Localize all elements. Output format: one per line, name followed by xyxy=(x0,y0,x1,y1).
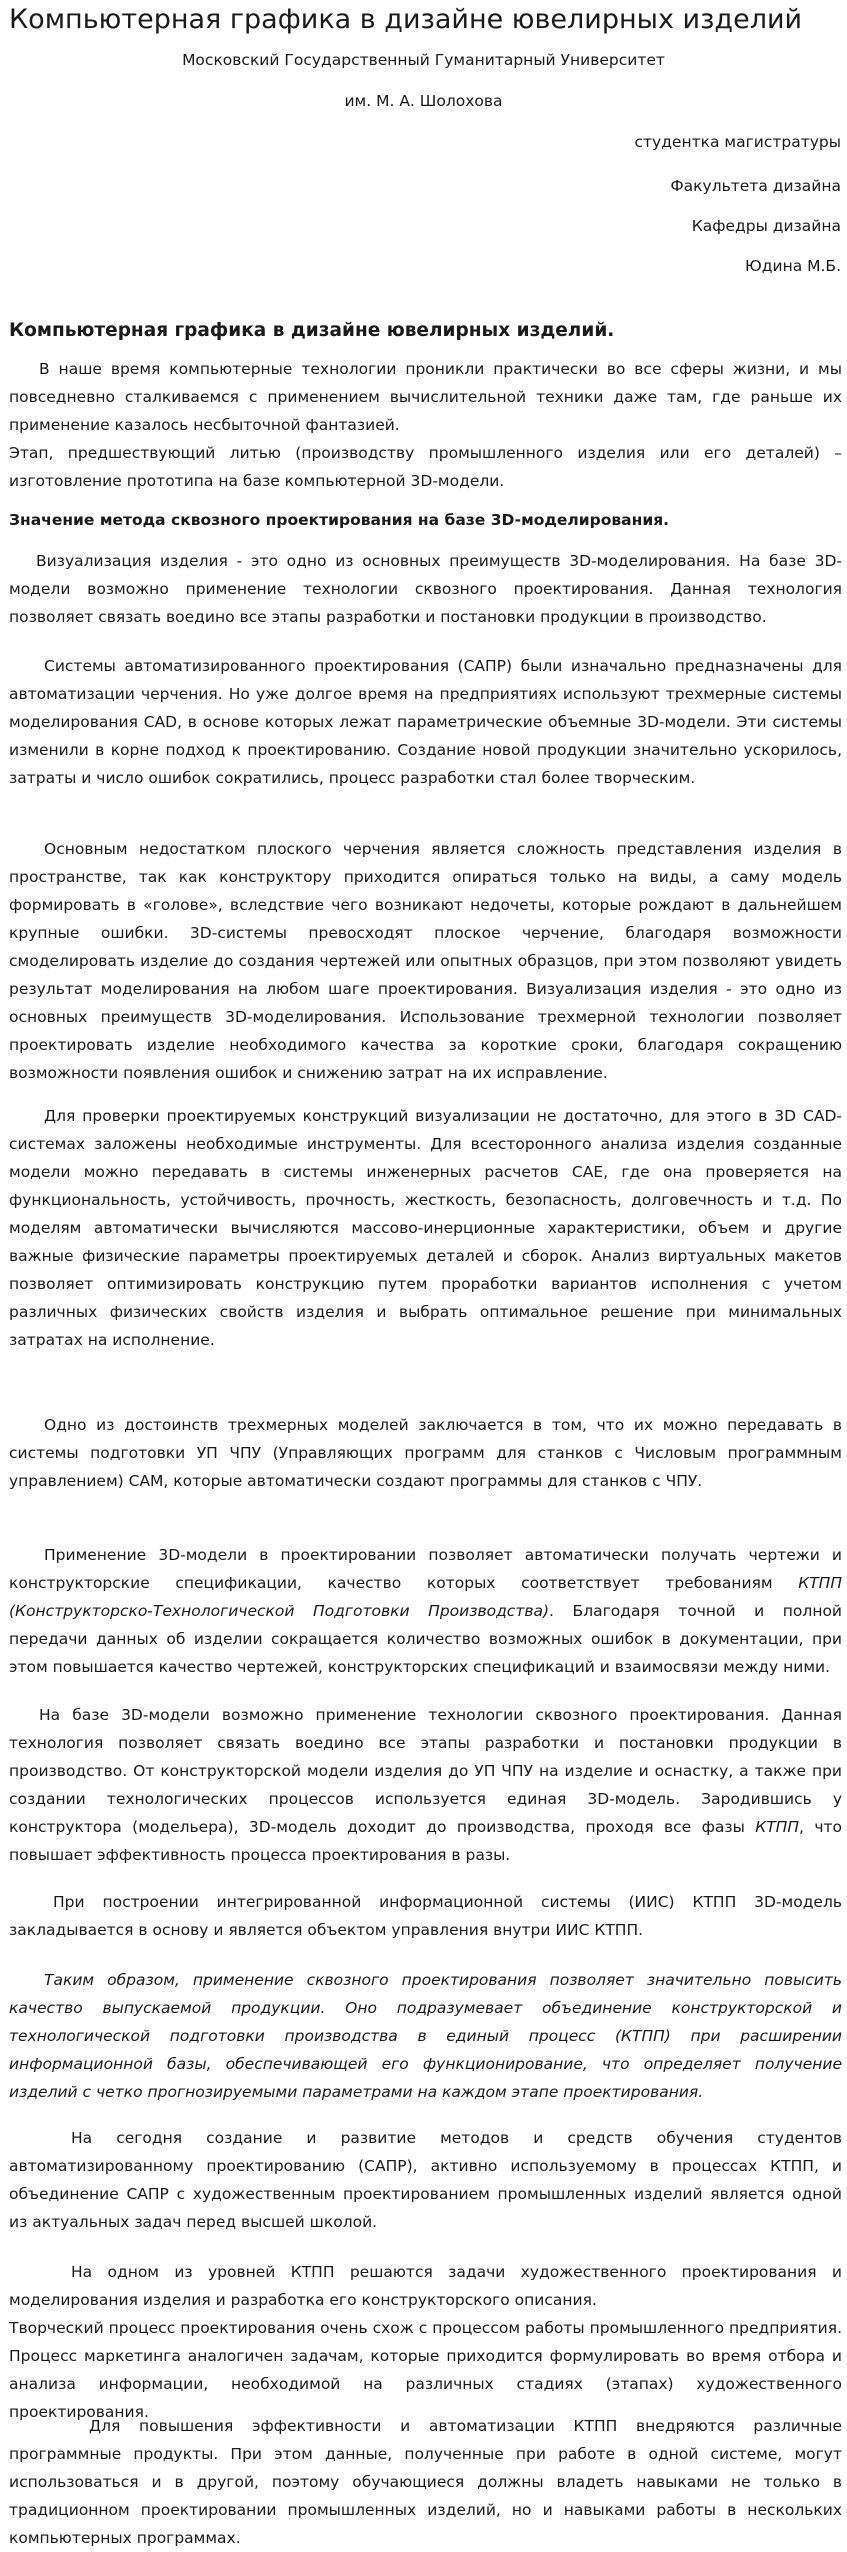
paragraph-9-ktpp-term: КТПП xyxy=(755,1818,799,1836)
author-faculty: Факультета дизайна xyxy=(670,177,841,195)
paragraph-7 xyxy=(9,1411,842,1495)
paragraph-3-text: Визуализация изделия - это одно из основных преимуществ 3D-моделирования. На базе 3D-модели возможно применение технологии сквозного проектирования. Данная технология позволяет связать воедино все этапы разработки и постановки продукции в производство. xyxy=(9,552,842,626)
paragraph-2 xyxy=(9,439,842,495)
university-name: Московский Государственный Гуманитарный Университет xyxy=(182,51,665,69)
paragraph-15-text: Для повышения эффективности и автоматизации КТПП внедряются различные программные продукты. При этом данные, полученные при работе в одной системе, могут использоваться и в другой, поэтому обучающиеся должны владеть навыками не только в традиционном проектировании промышленных изделий, но и навыками работы в нескольких компьютерных программах. xyxy=(9,2417,842,2547)
paragraph-1 xyxy=(9,355,842,439)
paragraph-11-text: Таким образом, применение сквозного проектирования позволяет значительно повысить качество выпускаемой продукции. Оно подразумевает объединение конструкторской и технологической подготовки производства в единый процесс (КТПП) при расширении информационной базы, обеспечивающей его функционирование, что определяет получение изделий с четко прогнозируемыми параметрами на каждом этапе проектирования. xyxy=(9,1971,842,2101)
paragraph-6 xyxy=(9,1102,842,1354)
paragraph-9-text-a: На базе 3D-модели возможно применение технологии сквозного проектирования. Данная технология позволяет связать воедино все этапы разработки и постановки продукции в производство. От конструкторской модели изделия до УП ЧПУ на изделие и оснастку, а также при создании технологических процессов используется единая 3D-модель. Зародившись у конструктора (модельера), 3D-модель доходит до производства, проходя все фазы xyxy=(9,1706,842,1836)
paragraph-1-text: В наше время компьютерные технологии проникли практически во все сферы жизни, и мы повседневно сталкиваемся с применением вычислительной техники даже там, где раньше их применение казалось несбыточной фантазией. xyxy=(9,360,842,434)
paragraph-15 xyxy=(9,2412,842,2552)
university-named-after: им. М. А. Шолохова xyxy=(344,92,503,110)
paragraph-9 xyxy=(9,1701,842,1869)
paragraph-11 xyxy=(9,1966,842,2106)
paragraph-6-text: Для проверки проектируемых конструкций визуализации не достаточно, для этого в 3D CAD-системах заложены необходимые инструменты. Для всесторонного анализа изделия созданные модели можно передавать в системы инженерных расчетов CAE, где она проверяется на функциональность, устойчивость, прочность, жесткость, безопасность, долговечность и т.д. По моделям автоматически вычисляются массово-инерционные характеристики, объем и другие важные физические параметры проектируемых деталей и сборок. Анализ виртуальных макетов позволяет оптимизировать конструкцию путем проработки вариантов исполнения с учетом различных физических свойств изделия и выбрать оптимальное решение при минимальных затратах на исполнение. xyxy=(9,1107,842,1349)
paragraph-3 xyxy=(9,547,842,631)
paragraph-2-text: Этап, предшествующий литью (производству промышленного изделия или его деталей) – изготовление прототипа на базе компьютерной 3D-модели. xyxy=(9,444,842,490)
author-status: студентка магистратуры xyxy=(634,133,841,151)
author-department: Кафедры дизайна xyxy=(691,217,841,235)
section-heading-text: Значение метода сквозного проектирования на базе 3D-моделирования. xyxy=(9,511,670,529)
paragraph-13 xyxy=(9,2258,842,2314)
section-heading xyxy=(9,511,842,529)
paragraph-5 xyxy=(9,835,842,1087)
paragraph-7-text: Одно из достоинств трехмерных моделей заключается в том, что их можно передавать в системы подготовки УП ЧПУ (Управляющих программ для станков с Числовым программным управлением) CAM, которые автоматически создают программы для станков с ЧПУ. xyxy=(9,1416,842,1490)
paragraph-4-text: Системы автоматизированного проектирования (САПР) были изначально предназначены для автоматизации черчения. Но уже долгое время на предприятиях используют трехмерные системы моделирования CAD, в основе которых лежат параметрические объемные 3D-модели. Эти системы изменили в корне подход к проектированию. Создание новой продукции значительно ускорилось, затраты и число ошибок сократились, процесс разработки стал более творческим. xyxy=(9,657,842,787)
paragraph-10 xyxy=(9,1888,842,1944)
paragraph-12 xyxy=(9,2124,842,2236)
document-title: Компьютерная графика в дизайне ювелирных изделий xyxy=(9,4,803,35)
paragraph-5-text: Основным недостатком плоского черчения является сложность представления изделия в пространстве, так как конструктору приходится опираться только на виды, а саму модель формировать в «голове», вследствие чего возникают недочеты, которые рождают в дальнейшем крупные ошибки. 3D-системы превосходят плоское черчение, благодаря возможности смоделировать изделие до создания чертежей или опытных образцов, при этом позволяют увидеть результат моделирования на любом шаге проектирования. Визуализация изделия - это одно из основных преимуществ 3D-моделирования. Использование трехмерной технологии позволяет проектировать изделие необходимого качества за короткие сроки, благодаря сокращению возможности появления ошибок и снижению затрат на их исправление. xyxy=(9,840,842,1082)
paragraph-8-ktpp-term: КТПП (Конструкторско-Технологической Подготовки Производства) xyxy=(9,1574,842,1620)
paragraph-4 xyxy=(9,652,842,792)
author-name: Юдина М.Б. xyxy=(745,257,841,275)
paragraph-8-text-b: . Благодаря точной и полной передачи данных об изделии сокращается количество возможных ошибок в документации, при этом повышается качество чертежей, конструкторских спецификаций и взаимосвязи между ними. xyxy=(9,1602,843,1676)
article-heading: Компьютерная графика в дизайне ювелирных изделий. xyxy=(9,320,615,341)
paragraph-8 xyxy=(9,1541,842,1681)
paragraph-14-text: Творческий процесс проектирования очень схож с процессом работы промышленного предприятия. Процесс маркетинга аналогичен задачам, которые приходится формулировать во время отбора и анализа информации, необходимой на различных стадиях (этапах) художественного проектирования. xyxy=(9,2319,842,2421)
paragraph-13-text: На одном из уровней КТПП решаются задачи художественного проектирования и моделирования изделия и разработка его конструкторского описания. xyxy=(9,2263,842,2309)
paragraph-8-text-a: Применение 3D-модели в проектировании позволяет автоматически получать чертежи и конструкторские спецификации, качество которых соответствует требованиям xyxy=(9,1546,842,1592)
paragraph-10-text: При построении интегрированной информационной системы (ИИС) КТПП 3D-модель закладывается в основу и является объектом управления внутри ИИС КТПП. xyxy=(9,1893,842,1939)
paragraph-12-text: На сегодня создание и развитие методов и средств обучения студентов автоматизированному проектированию (САПР), активно используемому в процессах КТПП, и объединение САПР с художественным проектированием промышленных изделий является одной из актуальных задач перед высшей школой. xyxy=(9,2129,842,2231)
paragraph-14 xyxy=(9,2314,842,2426)
paragraph-9-text-b: , что повышает эффективность процесса проектирования в разы. xyxy=(9,1818,842,1864)
